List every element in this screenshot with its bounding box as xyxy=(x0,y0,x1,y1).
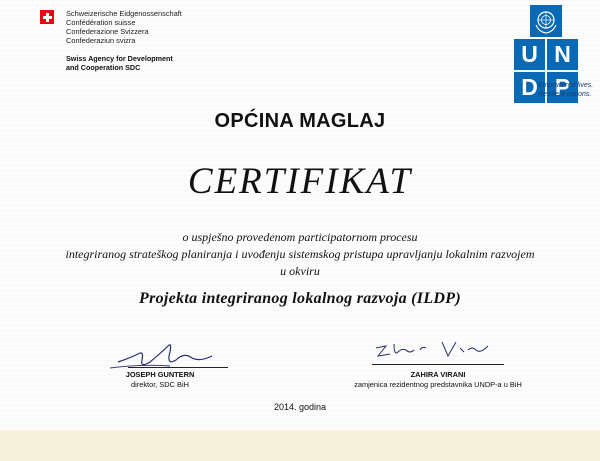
swiss-name-line: Confederazione Svizzera xyxy=(66,27,149,36)
undp-letter: P xyxy=(547,72,578,103)
undp-tagline-line: Resilient nations. xyxy=(538,90,592,98)
sdc-agency-name xyxy=(66,55,286,72)
un-emblem-icon xyxy=(530,5,562,37)
body-line: u okviru xyxy=(280,264,320,278)
body-line: o uspješno provedenom participatornom procesu xyxy=(182,230,418,244)
signatory-name: JOSEPH GUNTERN xyxy=(125,370,195,379)
signature-guntern xyxy=(110,340,220,374)
signature-line xyxy=(372,364,504,365)
signatory-role: zamjenica rezidentnog predstavnika UNDP-a u BiH xyxy=(354,380,522,389)
signature-virani xyxy=(372,336,502,362)
swiss-confederation-names xyxy=(66,9,286,45)
signature-line xyxy=(128,367,228,368)
certificate-title: CERTIFIKAT xyxy=(187,161,413,202)
body-line: integriranog strateškog planiranja i uvođenju sistemskog pristupa upravljanju lokalnim razvojem xyxy=(65,247,535,261)
swiss-name-line: Confédération suisse xyxy=(66,18,136,27)
sdc-name-line: and Cooperation SDC xyxy=(66,62,141,72)
swiss-name-line: Confederaziun svizra xyxy=(66,36,136,45)
signatory-role: direktor, SDC BiH xyxy=(131,380,189,389)
undp-letter: D xyxy=(514,72,545,103)
signatory-name: ZAHIRA VIRANI xyxy=(410,370,466,379)
undp-letter: U xyxy=(514,39,545,70)
undp-tagline xyxy=(538,82,600,99)
bottom-band xyxy=(0,430,600,461)
swiss-name-line: Schweizerische Eidgenossenschaft xyxy=(66,9,182,18)
undp-tagline-line: Empowered lives. xyxy=(538,82,594,89)
undp-letter: N xyxy=(547,39,578,70)
certificate-year: 2014. godina xyxy=(273,402,327,412)
swiss-flag-icon xyxy=(40,10,54,24)
municipality-name: OPĆINA MAGLAJ xyxy=(214,110,386,132)
sdc-name-line: Swiss Agency for Development xyxy=(66,54,173,63)
project-name: Projekta integriranog lokalnog razvoja (ILDP) xyxy=(139,290,461,307)
